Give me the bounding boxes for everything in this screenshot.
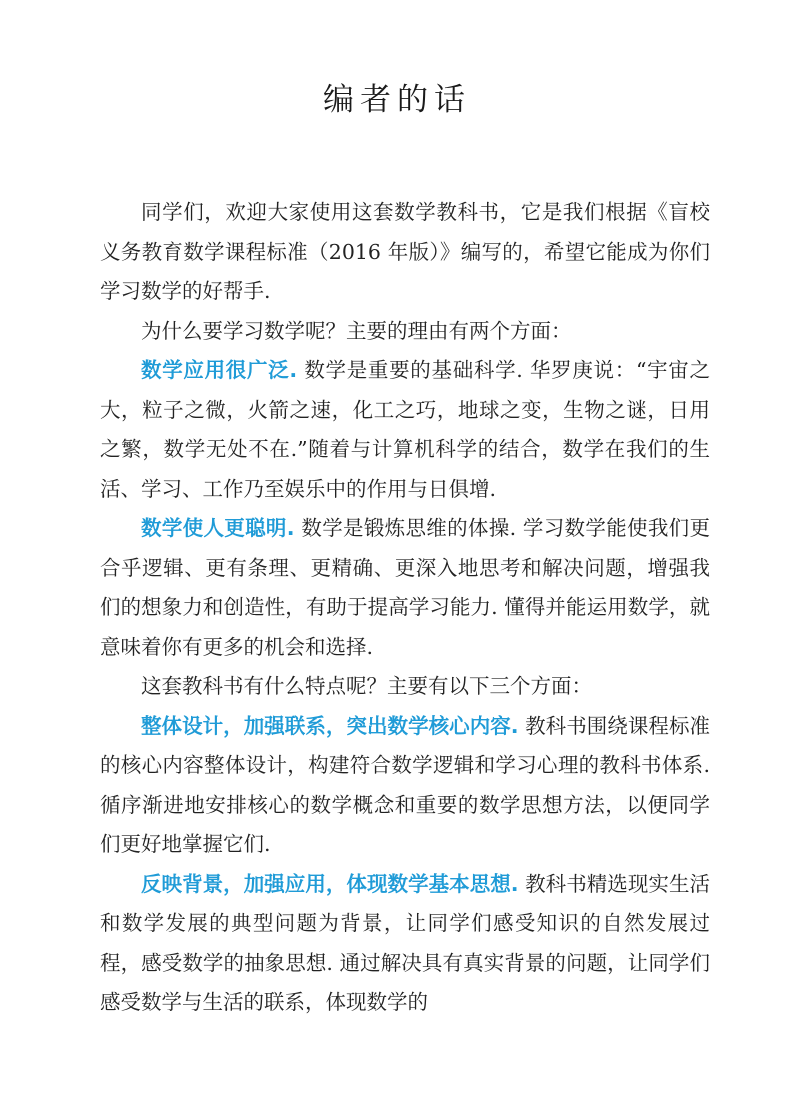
- paragraph-why-learn: [100, 312, 710, 352]
- paragraph-text: 教科书围绕课程标准的核心内容整体设计，构建符合数学逻辑和学习心理的教科书体系. 循序渐进地安排核心的数学概念和重要的数学思想方法，以便同学们更好地掌握它们.: [100, 713, 710, 856]
- paragraph-text: 同学们，欢迎大家使用这套数学教科书，它是我们根据《盲校义务教育数学课程标准（2016 年版）》编写的，希望它能成为你们学习数学的好帮手.: [100, 200, 710, 303]
- paragraph-text: 数学是重要的基础科学. 华罗庚说：“宇宙之大，粒子之微，火箭之速，化工之巧，地球之变，生物之谜，日用之繁，数学无处不在.”随着与计算机科学的结合，数学在我们的生活、学习、工作乃至娱乐中的作用与日俱增.: [100, 358, 710, 501]
- body-text: [100, 193, 710, 1023]
- paragraph-features: [100, 667, 710, 707]
- paragraph-intro: [100, 193, 710, 312]
- page-title: 编者的话: [323, 82, 471, 118]
- paragraph-text: 为什么要学习数学呢？主要的理由有两个方面：: [141, 318, 572, 343]
- paragraph-text: 教科书精选现实生活和数学发展的典型问题为背景，让同学们感受知识的自然发展过程，感受数学的抽象思想. 通过解决具有真实背景的问题，让同学们感受数学与生活的联系，体现数学的: [100, 871, 710, 1014]
- highlight-heading: 反映背景，加强应用，体现数学基本思想.: [141, 871, 519, 896]
- highlight-heading: 数学使人更聪明.: [141, 516, 295, 540]
- highlight-heading: 整体设计，加强联系，突出数学核心内容.: [141, 713, 519, 738]
- paragraph-text: 数学是锻炼思维的体操. 学习数学能使我们更合乎逻辑、更有条理、更精确、更深入地思考和解决问题，增强我们的想象力和创造性，有助于提高学习能力. 懂得并能运用数学，就意味着你有更多的机会和选择.: [100, 516, 710, 659]
- paragraph-overall-design: [100, 707, 710, 865]
- paragraph-background: [100, 865, 710, 1023]
- paragraph-text: 这套教科书有什么特点呢？主要有以下三个方面：: [141, 674, 592, 698]
- paragraph-math-smarter: [100, 509, 710, 667]
- highlight-heading: 数学应用很广泛.: [141, 358, 298, 382]
- paragraph-math-widely-used: [100, 351, 710, 509]
